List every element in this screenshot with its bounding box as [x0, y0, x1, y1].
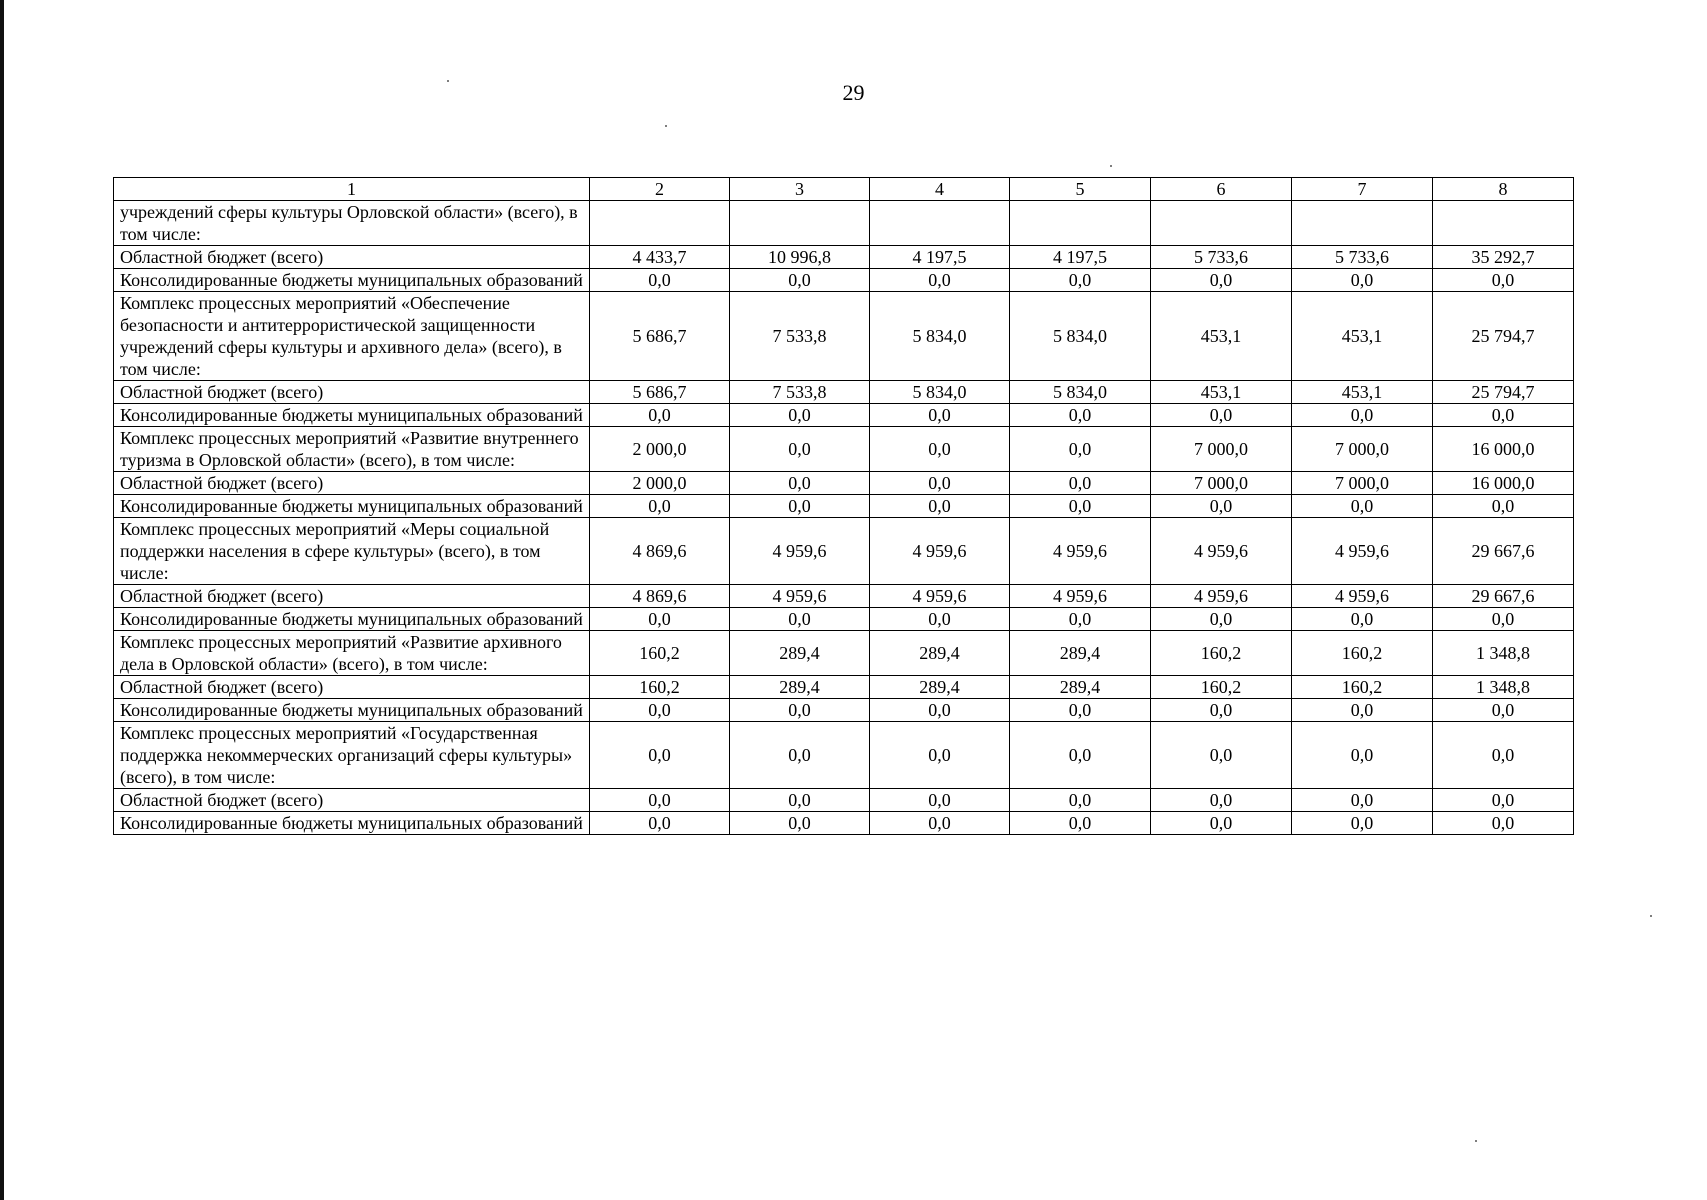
row-label: Консолидированные бюджеты муниципальных образований	[114, 699, 590, 722]
value-cell-col-4: 0,0	[870, 608, 1010, 631]
value-cell-col-7: 0,0	[1292, 495, 1433, 518]
value-cell-col-3: 0,0	[730, 472, 870, 495]
value-cell-col-6: 5 733,6	[1151, 246, 1292, 269]
header-cell-8: 8	[1433, 178, 1574, 201]
value-cell-col-7: 7 000,0	[1292, 427, 1433, 472]
value-cell-col-2: 4 869,6	[590, 518, 730, 585]
value-cell-col-6: 0,0	[1151, 699, 1292, 722]
table-row	[114, 472, 1574, 495]
header-cell-7: 7	[1292, 178, 1433, 201]
value-cell-col-7: 0,0	[1292, 608, 1433, 631]
row-label: Комплекс процессных мероприятий «Государственная поддержка некоммерческих организаций сферы культуры» (всего), в том числе:	[114, 722, 590, 789]
value-cell-col-2: 0,0	[590, 789, 730, 812]
value-cell-col-7: 0,0	[1292, 722, 1433, 789]
value-cell-col-4: 0,0	[870, 699, 1010, 722]
row-label: Комплекс процессных мероприятий «Меры социальной поддержки населения в сфере культуры» (всего), в том числе:	[114, 518, 590, 585]
value-cell-col-5: 0,0	[1010, 269, 1151, 292]
row-label: Комплекс процессных мероприятий «Обеспечение безопасности и антитеррористической защищенности учреждений сферы культуры и архивного дела» (всего), в том числе:	[114, 292, 590, 381]
value-cell-col-2: 2 000,0	[590, 427, 730, 472]
value-cell-col-5: 4 959,6	[1010, 585, 1151, 608]
value-cell-col-3: 4 959,6	[730, 585, 870, 608]
value-cell-col-5: 5 834,0	[1010, 292, 1151, 381]
value-cell-col-7: 453,1	[1292, 292, 1433, 381]
value-cell-col-3: 0,0	[730, 269, 870, 292]
value-cell-col-2: 160,2	[590, 631, 730, 676]
value-cell-col-5: 0,0	[1010, 495, 1151, 518]
value-cell-col-7: 0,0	[1292, 269, 1433, 292]
header-cell-6: 6	[1151, 178, 1292, 201]
value-cell-col-5: 289,4	[1010, 676, 1151, 699]
row-label: Консолидированные бюджеты муниципальных образований	[114, 269, 590, 292]
table-row	[114, 269, 1574, 292]
value-cell-col-5: 0,0	[1010, 789, 1151, 812]
value-cell-col-4: 0,0	[870, 812, 1010, 835]
value-cell-col-8: 29 667,6	[1433, 518, 1574, 585]
value-cell-col-5: 0,0	[1010, 427, 1151, 472]
value-cell-col-4: 289,4	[870, 676, 1010, 699]
value-cell-col-3: 289,4	[730, 676, 870, 699]
value-cell-col-6: 0,0	[1151, 495, 1292, 518]
table-row	[114, 631, 1574, 676]
row-label: Областной бюджет (всего)	[114, 246, 590, 269]
value-cell-col-3: 10 996,8	[730, 246, 870, 269]
value-cell-col-4: 4 197,5	[870, 246, 1010, 269]
value-cell-col-7: 4 959,6	[1292, 585, 1433, 608]
header-cell-4: 4	[870, 178, 1010, 201]
header-row	[114, 178, 1574, 201]
value-cell-col-6: 7 000,0	[1151, 427, 1292, 472]
value-cell-col-2: 0,0	[590, 699, 730, 722]
value-cell-col-5: 4 197,5	[1010, 246, 1151, 269]
value-cell-col-3: 289,4	[730, 631, 870, 676]
value-cell-col-8: 25 794,7	[1433, 381, 1574, 404]
value-cell-col-4	[870, 201, 1010, 246]
value-cell-col-6: 4 959,6	[1151, 585, 1292, 608]
header-cell-5: 5	[1010, 178, 1151, 201]
value-cell-col-8: 0,0	[1433, 699, 1574, 722]
row-label: Областной бюджет (всего)	[114, 585, 590, 608]
value-cell-col-7	[1292, 201, 1433, 246]
row-label: Комплекс процессных мероприятий «Развитие внутреннего туризма в Орловской области» (всего), в том числе:	[114, 427, 590, 472]
value-cell-col-8: 25 794,7	[1433, 292, 1574, 381]
value-cell-col-5: 0,0	[1010, 699, 1151, 722]
row-label: Консолидированные бюджеты муниципальных образований	[114, 495, 590, 518]
value-cell-col-6: 0,0	[1151, 812, 1292, 835]
value-cell-col-8: 1 348,8	[1433, 676, 1574, 699]
header-cell-2: 2	[590, 178, 730, 201]
value-cell-col-6: 0,0	[1151, 608, 1292, 631]
value-cell-col-2: 160,2	[590, 676, 730, 699]
value-cell-col-3: 0,0	[730, 789, 870, 812]
value-cell-col-8: 0,0	[1433, 608, 1574, 631]
value-cell-col-7: 0,0	[1292, 812, 1433, 835]
value-cell-col-2: 0,0	[590, 608, 730, 631]
value-cell-col-5	[1010, 201, 1151, 246]
value-cell-col-8: 16 000,0	[1433, 472, 1574, 495]
value-cell-col-6: 160,2	[1151, 676, 1292, 699]
budget-table	[113, 177, 1574, 835]
scan-speck	[447, 80, 449, 82]
value-cell-col-6: 0,0	[1151, 722, 1292, 789]
row-label: Комплекс процессных мероприятий «Развитие архивного дела в Орловской области» (всего), в том числе:	[114, 631, 590, 676]
value-cell-col-3: 0,0	[730, 812, 870, 835]
value-cell-col-8: 0,0	[1433, 269, 1574, 292]
value-cell-col-8: 0,0	[1433, 789, 1574, 812]
value-cell-col-7: 0,0	[1292, 789, 1433, 812]
value-cell-col-5: 0,0	[1010, 812, 1151, 835]
value-cell-col-4: 4 959,6	[870, 518, 1010, 585]
row-label: Консолидированные бюджеты муниципальных образований	[114, 404, 590, 427]
value-cell-col-3: 0,0	[730, 722, 870, 789]
table-row	[114, 381, 1574, 404]
value-cell-col-2: 0,0	[590, 722, 730, 789]
header-cell-3: 3	[730, 178, 870, 201]
value-cell-col-2: 4 433,7	[590, 246, 730, 269]
value-cell-col-3: 7 533,8	[730, 381, 870, 404]
value-cell-col-3	[730, 201, 870, 246]
value-cell-col-2: 5 686,7	[590, 292, 730, 381]
value-cell-col-8: 0,0	[1433, 722, 1574, 789]
value-cell-col-7: 5 733,6	[1292, 246, 1433, 269]
value-cell-col-3: 7 533,8	[730, 292, 870, 381]
value-cell-col-6: 453,1	[1151, 381, 1292, 404]
value-cell-col-6: 7 000,0	[1151, 472, 1292, 495]
value-cell-col-5: 0,0	[1010, 608, 1151, 631]
value-cell-col-5: 4 959,6	[1010, 518, 1151, 585]
value-cell-col-2: 5 686,7	[590, 381, 730, 404]
value-cell-col-3: 0,0	[730, 699, 870, 722]
value-cell-col-8: 16 000,0	[1433, 427, 1574, 472]
table-row	[114, 292, 1574, 381]
table-row	[114, 518, 1574, 585]
value-cell-col-5: 0,0	[1010, 722, 1151, 789]
value-cell-col-6: 0,0	[1151, 404, 1292, 427]
value-cell-col-4: 5 834,0	[870, 292, 1010, 381]
value-cell-col-7: 160,2	[1292, 676, 1433, 699]
row-label: Областной бюджет (всего)	[114, 381, 590, 404]
value-cell-col-8: 0,0	[1433, 812, 1574, 835]
value-cell-col-8: 29 667,6	[1433, 585, 1574, 608]
page-number: 29	[842, 80, 865, 105]
value-cell-col-4: 0,0	[870, 427, 1010, 472]
table-row	[114, 495, 1574, 518]
value-cell-col-7: 453,1	[1292, 381, 1433, 404]
value-cell-col-6: 0,0	[1151, 789, 1292, 812]
value-cell-col-4: 0,0	[870, 269, 1010, 292]
row-label: Областной бюджет (всего)	[114, 676, 590, 699]
value-cell-col-3: 4 959,6	[730, 518, 870, 585]
value-cell-col-2: 2 000,0	[590, 472, 730, 495]
value-cell-col-7: 7 000,0	[1292, 472, 1433, 495]
value-cell-col-7: 0,0	[1292, 699, 1433, 722]
row-label: Консолидированные бюджеты муниципальных образований	[114, 608, 590, 631]
value-cell-col-4: 4 959,6	[870, 585, 1010, 608]
value-cell-col-2: 4 869,6	[590, 585, 730, 608]
value-cell-col-8: 35 292,7	[1433, 246, 1574, 269]
value-cell-col-6: 160,2	[1151, 631, 1292, 676]
value-cell-col-8: 0,0	[1433, 404, 1574, 427]
scan-speck	[1475, 1140, 1477, 1142]
value-cell-col-8: 0,0	[1433, 495, 1574, 518]
value-cell-col-6	[1151, 201, 1292, 246]
value-cell-col-2: 0,0	[590, 404, 730, 427]
row-label: учреждений сферы культуры Орловской области» (всего), в том числе:	[114, 201, 590, 246]
value-cell-col-3: 0,0	[730, 427, 870, 472]
header-cell-1: 1	[114, 178, 590, 201]
value-cell-col-2: 0,0	[590, 812, 730, 835]
value-cell-col-2: 0,0	[590, 495, 730, 518]
table-row	[114, 722, 1574, 789]
value-cell-col-7: 4 959,6	[1292, 518, 1433, 585]
value-cell-col-6: 0,0	[1151, 269, 1292, 292]
value-cell-col-8	[1433, 201, 1574, 246]
value-cell-col-4: 5 834,0	[870, 381, 1010, 404]
value-cell-col-6: 4 959,6	[1151, 518, 1292, 585]
table-row	[114, 585, 1574, 608]
value-cell-col-4: 0,0	[870, 495, 1010, 518]
scan-speck	[1110, 165, 1112, 167]
value-cell-col-4: 0,0	[870, 404, 1010, 427]
value-cell-col-3: 0,0	[730, 404, 870, 427]
table-row	[114, 201, 1574, 246]
table-body	[114, 178, 1574, 835]
value-cell-col-5: 0,0	[1010, 472, 1151, 495]
table-row	[114, 427, 1574, 472]
row-label: Областной бюджет (всего)	[114, 472, 590, 495]
value-cell-col-6: 453,1	[1151, 292, 1292, 381]
value-cell-col-4: 0,0	[870, 472, 1010, 495]
row-label: Консолидированные бюджеты муниципальных образований	[114, 812, 590, 835]
value-cell-col-8: 1 348,8	[1433, 631, 1574, 676]
value-cell-col-7: 160,2	[1292, 631, 1433, 676]
value-cell-col-3: 0,0	[730, 608, 870, 631]
value-cell-col-5: 0,0	[1010, 404, 1151, 427]
table-row	[114, 789, 1574, 812]
value-cell-col-4: 289,4	[870, 631, 1010, 676]
table-row	[114, 608, 1574, 631]
table-row	[114, 676, 1574, 699]
scan-edge-line	[0, 0, 4, 1200]
table-row	[114, 246, 1574, 269]
value-cell-col-2: 0,0	[590, 269, 730, 292]
value-cell-col-7: 0,0	[1292, 404, 1433, 427]
table-row	[114, 404, 1574, 427]
row-label: Областной бюджет (всего)	[114, 789, 590, 812]
table-row	[114, 812, 1574, 835]
value-cell-col-3: 0,0	[730, 495, 870, 518]
value-cell-col-4: 0,0	[870, 789, 1010, 812]
value-cell-col-5: 289,4	[1010, 631, 1151, 676]
value-cell-col-5: 5 834,0	[1010, 381, 1151, 404]
table-row	[114, 699, 1574, 722]
scan-speck	[1650, 915, 1652, 917]
value-cell-col-2	[590, 201, 730, 246]
value-cell-col-4: 0,0	[870, 722, 1010, 789]
scan-speck	[665, 125, 667, 127]
